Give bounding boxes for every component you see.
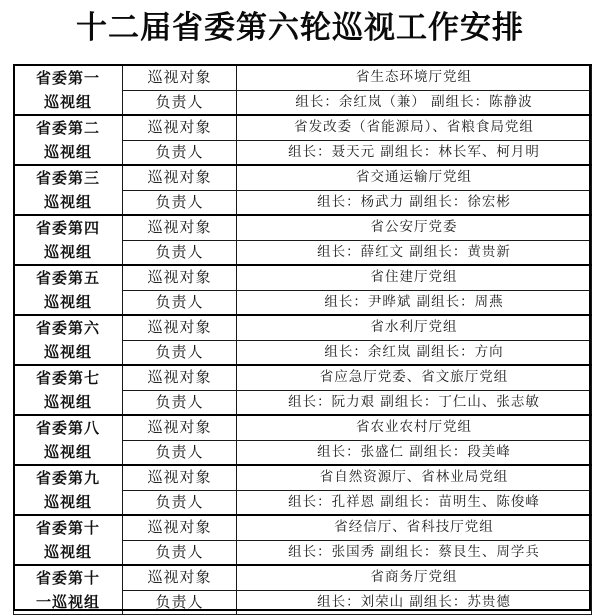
group-name-line2: 一巡视组 bbox=[35, 593, 100, 611]
group-name-cell bbox=[14, 115, 123, 165]
leader-value: 组长：余红岚（兼） 副组长：陈静波 bbox=[237, 90, 592, 115]
group-name-cell bbox=[14, 315, 123, 365]
table-row bbox=[14, 265, 592, 290]
target-value: 省交通运输厅党组 bbox=[237, 165, 592, 190]
leader-value: 组长：阮力艰 副组长：丁仁山、张志敏 bbox=[237, 390, 592, 415]
leader-label: 负责人 bbox=[123, 490, 237, 515]
target-label: 巡视对象 bbox=[123, 115, 237, 140]
group-name-line1: 省委第九 bbox=[35, 469, 100, 487]
group-name-cell bbox=[14, 65, 123, 115]
group-name-line2: 巡视组 bbox=[43, 143, 92, 161]
target-label: 巡视对象 bbox=[123, 465, 237, 490]
leader-value: 组长：薛红文 副组长：黄贵新 bbox=[237, 240, 592, 265]
leader-label: 负责人 bbox=[123, 540, 237, 565]
group-name-line1: 省委第二 bbox=[35, 119, 100, 137]
leader-value: 组长：张盛仁 副组长：段美峰 bbox=[237, 440, 592, 465]
group-name-line2: 巡视组 bbox=[43, 543, 92, 561]
group-name-line2: 巡视组 bbox=[43, 343, 92, 361]
group-name-cell bbox=[14, 415, 123, 465]
leader-value: 组长：余红岚 副组长：方向 bbox=[237, 340, 592, 365]
leader-label: 负责人 bbox=[123, 590, 237, 615]
table-row bbox=[14, 365, 592, 390]
table-row bbox=[14, 215, 592, 240]
leader-label: 负责人 bbox=[123, 440, 237, 465]
leader-label: 负责人 bbox=[123, 140, 237, 165]
page-title: 十二届省委第六轮巡视工作安排 bbox=[76, 10, 524, 46]
group-name-line1: 省委第四 bbox=[35, 219, 100, 237]
target-value: 省公安厅党委 bbox=[237, 215, 592, 240]
target-label: 巡视对象 bbox=[123, 415, 237, 440]
target-label: 巡视对象 bbox=[123, 165, 237, 190]
table-row bbox=[14, 515, 592, 540]
group-name-line2: 巡视组 bbox=[43, 393, 92, 411]
group-name-cell bbox=[14, 215, 123, 265]
group-name-line1: 省委第三 bbox=[35, 169, 100, 187]
group-name-line2: 巡视组 bbox=[43, 243, 92, 261]
leader-value: 组长：刘荣山 副组长：苏贵德 bbox=[237, 590, 592, 615]
leader-label: 负责人 bbox=[123, 90, 237, 115]
group-name-line1: 省委第十 bbox=[35, 569, 100, 587]
table-row bbox=[14, 565, 592, 590]
inspection-schedule-table bbox=[13, 64, 592, 615]
group-name-cell bbox=[14, 165, 123, 215]
group-name-cell bbox=[14, 515, 123, 565]
group-name-cell bbox=[14, 465, 123, 515]
leader-label: 负责人 bbox=[123, 190, 237, 215]
leader-label: 负责人 bbox=[123, 240, 237, 265]
group-name-line1: 省委第八 bbox=[35, 419, 100, 437]
target-value: 省发改委（省能源局）、省粮食局党组 bbox=[237, 115, 592, 140]
group-name-line1: 省委第五 bbox=[35, 269, 100, 287]
group-name-line2: 巡视组 bbox=[43, 293, 92, 311]
target-label: 巡视对象 bbox=[123, 265, 237, 290]
target-label: 巡视对象 bbox=[123, 515, 237, 540]
group-name-line1: 省委第十 bbox=[35, 519, 100, 537]
leader-value: 组长：孔祥恩 副组长：苗明生、陈俊峰 bbox=[237, 490, 592, 515]
target-label: 巡视对象 bbox=[123, 65, 237, 90]
table-row bbox=[14, 115, 592, 140]
group-name-cell bbox=[14, 265, 123, 315]
leader-label: 负责人 bbox=[123, 340, 237, 365]
group-name-line1: 省委第一 bbox=[35, 69, 100, 87]
leader-label: 负责人 bbox=[123, 390, 237, 415]
leader-label: 负责人 bbox=[123, 290, 237, 315]
leader-value: 组长：尹晔斌 副组长：周燕 bbox=[237, 290, 592, 315]
group-name-cell bbox=[14, 365, 123, 415]
leader-value: 组长：聂天元 副组长：林长军、柯月明 bbox=[237, 140, 592, 165]
target-value: 省经信厅、省科技厅党组 bbox=[237, 515, 592, 540]
table-row bbox=[14, 465, 592, 490]
target-value: 省自然资源厅、省林业局党组 bbox=[237, 465, 592, 490]
target-label: 巡视对象 bbox=[123, 215, 237, 240]
target-value: 省商务厅党组 bbox=[237, 565, 592, 590]
group-name-line2: 巡视组 bbox=[43, 93, 92, 111]
group-name-line2: 巡视组 bbox=[43, 443, 92, 461]
group-name-line1: 省委第六 bbox=[35, 319, 100, 337]
group-name-line2: 巡视组 bbox=[43, 193, 92, 211]
group-name-line2: 巡视组 bbox=[43, 493, 92, 511]
leader-value: 组长：张国秀 副组长：蔡艮生、周学兵 bbox=[237, 540, 592, 565]
target-label: 巡视对象 bbox=[123, 365, 237, 390]
group-name-line1: 省委第七 bbox=[35, 369, 100, 387]
target-label: 巡视对象 bbox=[123, 565, 237, 590]
table-row bbox=[14, 415, 592, 440]
target-value: 省农业农村厅党组 bbox=[237, 415, 592, 440]
leader-value: 组长：杨武力 副组长：徐宏彬 bbox=[237, 190, 592, 215]
table-row bbox=[14, 65, 592, 90]
table-row bbox=[14, 315, 592, 340]
target-value: 省住建厅党组 bbox=[237, 265, 592, 290]
table-row bbox=[14, 165, 592, 190]
target-value: 省生态环境厅党组 bbox=[237, 65, 592, 90]
target-value: 省应急厅党委、省文旅厅党组 bbox=[237, 365, 592, 390]
target-label: 巡视对象 bbox=[123, 315, 237, 340]
target-value: 省水利厅党组 bbox=[237, 315, 592, 340]
group-name-cell bbox=[14, 565, 123, 615]
